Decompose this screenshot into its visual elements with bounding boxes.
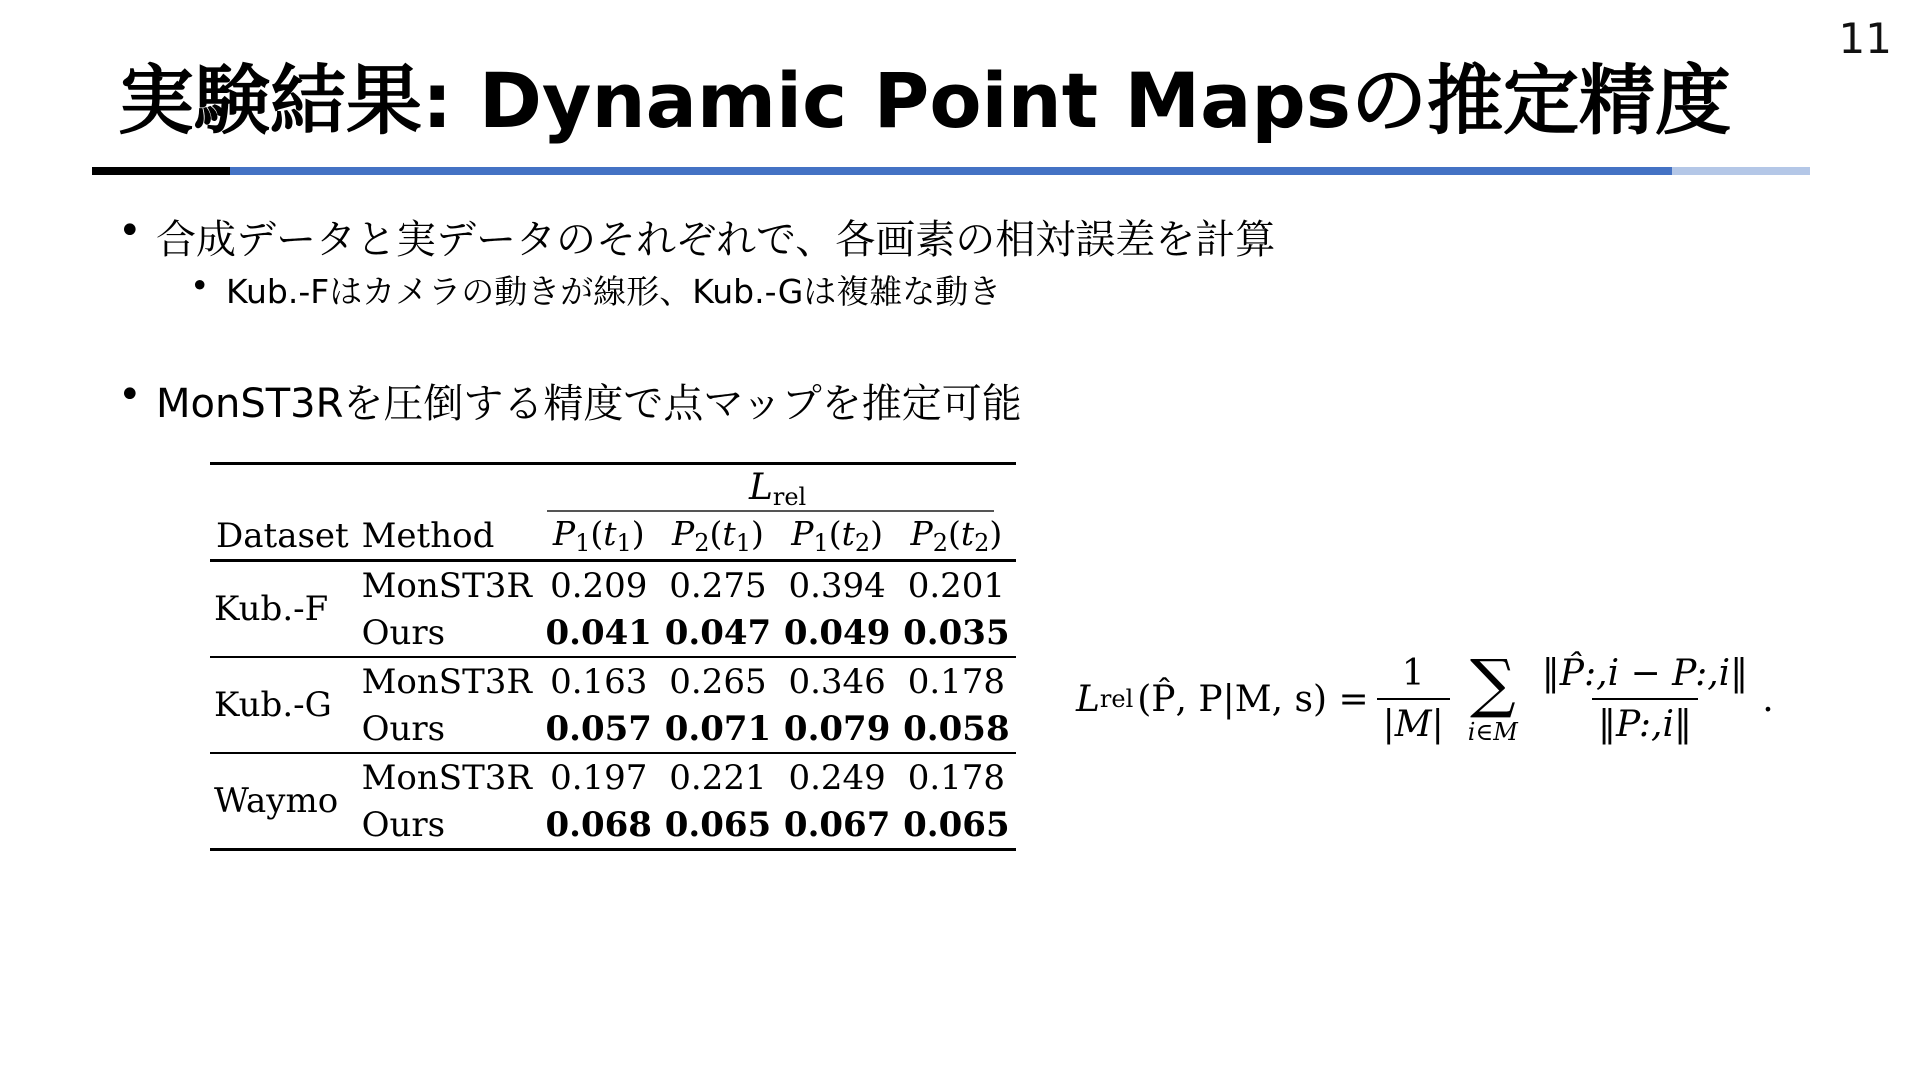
method-cell: Ours bbox=[361, 612, 446, 653]
title-rule-black bbox=[92, 167, 230, 175]
value-cell: 0.035 bbox=[903, 612, 1010, 653]
lrel-sub: rel bbox=[772, 482, 807, 511]
table-header-spacer bbox=[210, 464, 539, 513]
method-cell: MonST3R bbox=[361, 661, 532, 702]
formula-lhs-main: L bbox=[1076, 678, 1100, 720]
value-cell: 0.394 bbox=[788, 565, 886, 606]
value-cell: 0.163 bbox=[550, 661, 648, 702]
value-cell: 0.071 bbox=[664, 708, 772, 749]
results-table-wrap bbox=[210, 462, 1016, 851]
value-cell: 0.057 bbox=[545, 708, 652, 749]
value-cell: 0.049 bbox=[783, 612, 891, 653]
method-header: Method bbox=[361, 515, 495, 556]
value-cell: 0.249 bbox=[788, 757, 886, 798]
slide-title: 実験結果: Dynamic Point Mapsの推定精度 bbox=[118, 56, 1732, 145]
formula-trailing-period: . bbox=[1762, 678, 1774, 720]
page-number: 11 bbox=[1838, 14, 1892, 63]
value-cell: 0.201 bbox=[907, 565, 1006, 606]
dataset-cell: Waymo bbox=[214, 781, 339, 821]
value-cell: 0.067 bbox=[783, 804, 891, 845]
table-column-header-row bbox=[210, 512, 1016, 561]
value-cell: 0.065 bbox=[903, 804, 1010, 845]
value-cell: 0.209 bbox=[550, 565, 648, 606]
column-header: $P_1(t_1)$ bbox=[552, 514, 645, 557]
title-rule-blue bbox=[230, 167, 1672, 175]
formula-fraction-1 bbox=[1377, 653, 1450, 745]
sum-subscript: i∈M bbox=[1467, 718, 1518, 746]
lrel-group-header bbox=[539, 464, 1016, 513]
bullet-relative-error bbox=[118, 208, 1275, 265]
bullet-dot: • bbox=[190, 266, 210, 305]
value-cell: 0.065 bbox=[664, 804, 772, 845]
sub-bullet-dataset-note bbox=[190, 266, 1001, 313]
lrel-formula bbox=[1076, 647, 1774, 746]
value-cell: 0.178 bbox=[907, 661, 1006, 702]
results-table bbox=[210, 462, 1016, 851]
method-cell: Ours bbox=[361, 708, 446, 749]
value-cell: 0.178 bbox=[907, 757, 1006, 798]
value-cell: 0.068 bbox=[545, 804, 652, 845]
lrel-underline bbox=[547, 510, 994, 512]
title-rule bbox=[92, 167, 1810, 175]
method-cell: Ours bbox=[361, 804, 446, 845]
value-cell: 0.275 bbox=[669, 565, 767, 606]
fraction-2-denominator: ‖P:,i‖ bbox=[1592, 698, 1698, 745]
dataset-cell: Kub.-F bbox=[214, 589, 329, 629]
sum-symbol: ∑ bbox=[1469, 647, 1516, 721]
table-row bbox=[210, 561, 1016, 610]
bullet-text: 合成データと実データのそれぞれで、各画素の相対誤差を計算 bbox=[156, 217, 1276, 263]
table-group-header-row bbox=[210, 464, 1016, 513]
value-cell: 0.041 bbox=[545, 612, 652, 653]
dataset-cell: Kub.-G bbox=[214, 685, 332, 725]
column-header: $P_2(t_1)$ bbox=[672, 514, 764, 557]
table-row bbox=[210, 657, 1016, 705]
column-header: $P_2(t_2)$ bbox=[910, 514, 1003, 557]
bullet-text: MonST3Rを圧倒する精度で点マップを推定可能 bbox=[156, 381, 1022, 427]
formula-lhs-sub: rel bbox=[1099, 685, 1134, 713]
value-cell: 0.079 bbox=[783, 708, 891, 749]
bullet-dot: • bbox=[118, 208, 142, 254]
fraction-2-numerator: ‖P̂:,i − P:,i‖ bbox=[1541, 653, 1749, 694]
lrel-main: L bbox=[748, 466, 773, 508]
method-cell: MonST3R bbox=[361, 757, 532, 798]
formula-fraction-2 bbox=[1536, 653, 1754, 745]
value-cell: 0.265 bbox=[669, 661, 767, 702]
formula-summation bbox=[1467, 647, 1518, 746]
value-cell: 0.221 bbox=[669, 757, 767, 798]
value-cell: 0.346 bbox=[788, 661, 886, 702]
value-cell: 0.047 bbox=[664, 612, 772, 653]
bullet-dot: • bbox=[118, 372, 142, 418]
bullet-accuracy-claim bbox=[118, 372, 1022, 429]
formula-lhs-args: (P̂, P|M, s) = bbox=[1137, 678, 1369, 720]
method-cell: MonST3R bbox=[361, 565, 532, 606]
value-cell: 0.197 bbox=[550, 757, 648, 798]
dataset-header: Dataset bbox=[216, 515, 349, 556]
value-cell: 0.058 bbox=[903, 708, 1010, 749]
title-rule-light bbox=[1672, 167, 1810, 175]
fraction-1-denominator: |M| bbox=[1377, 698, 1450, 745]
fraction-1-numerator: 1 bbox=[1401, 653, 1425, 694]
bullet-text: Kub.-Fはカメラの動きが線形、Kub.-Gは複雑な動き bbox=[226, 272, 1002, 311]
column-header: $P_1(t_2)$ bbox=[791, 514, 884, 557]
table-row bbox=[210, 753, 1016, 801]
